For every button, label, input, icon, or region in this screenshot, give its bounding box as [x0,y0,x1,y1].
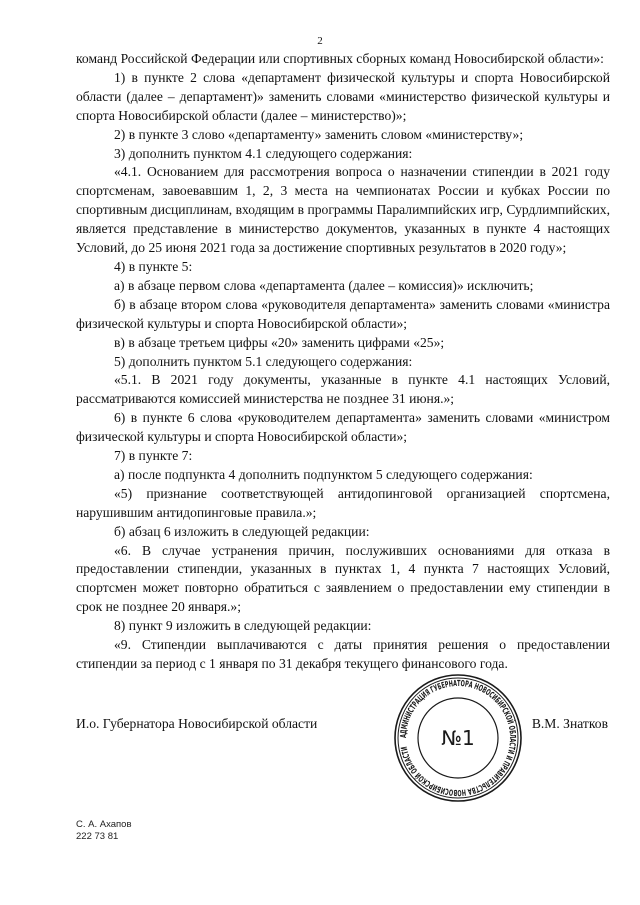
paragraph: «9. Стипендии выплачиваются с даты принятия решения о предоставлении стипендии за период с 1 января по 31 декабря текущего финансового года. [76,637,610,671]
paragraph: 7) в пункте 7: [114,448,193,464]
official-seal-stamp [392,672,524,804]
paragraph: «4.1. Основанием для рассмотрения вопроса о назначении стипендии в 2021 году спортсменам, завоевавшим 1, 2, 3 места на чемпионатах России и кубках России по спортивным дисциплинам, входящим в программы Паралимпийских игр, Сурдлимпийских, является представление в министерство документов, указанных в пункте 4 настоящих Условий, до 25 июня 2021 года за достижение спортивных результатов в 2020 году»; [76,164,610,256]
paragraph: «5.1. В 2021 году документы, указанные в пункте 4.1 настоящих Условий, рассматриваются комиссией министерства не позднее 31 июня.»; [76,372,610,407]
paragraph: команд Российской Федерации или спортивных сборных команд Новосибирской области»: [76,51,604,66]
paragraph: 3) дополнить пунктом 4.1 следующего содержания: [114,145,413,161]
paragraph: 8) пункт 9 изложить в следующей редакции: [114,618,372,634]
paragraph: а) в абзаце первом слова «департамента (далее – комиссия)» исключить; [114,277,534,293]
stamp-center-text: №1 [441,726,475,750]
signatory-name: В.М. Знатков [531,716,608,731]
paragraph: 1) в пункте 2 слова «департамент физической культуры и спорта Новосибирской области (далее – департамент)» заменить словами «министерство физической культуры и спорта Новосибирской области (далее – министерство)»; [76,69,610,123]
paragraph: в) в абзаце третьем цифры «20» заменить цифрами «25»; [114,334,445,350]
paragraph: 2) в пункте 3 слово «департаменту» заменить словом «министерству»; [114,126,524,142]
executor-name: С. А. Ахапов [76,819,132,830]
paragraph: а) после подпункта 4 дополнить подпунктом 5 следующего содержания: [114,466,533,482]
paragraph: «5) признание соответствующей антидопинговой организацией спортсмена, нарушившим антидопинговые правила.»; [76,485,610,520]
executor-phone: 222 73 81 [76,831,119,842]
paragraph: б) в абзаце втором слова «руководителя департамента» заменить словами «министра физической культуры и спорта Новосибирской области»; [76,296,610,331]
executor-info [76,819,132,843]
paragraph: б) абзац 6 изложить в следующей редакции: [114,523,370,539]
signatory-position: И.о. Губернатора Новосибирской области [76,716,318,731]
document-body [76,50,610,674]
paragraph: 4) в пункте 5: [114,258,193,274]
page-number: 2 [317,35,323,47]
paragraph: 5) дополнить пунктом 5.1 следующего содержания: [114,353,413,369]
paragraph: «6. В случае устранения причин, послуживших основаниями для отказа в предоставлении стипендии, указанных в пунктах 1, 4 пункта 7 настоящих Условий, спортсмен может повторно обратиться с заявлением о предоставлении ему стипендии в срок не позднее 20 января.»; [76,542,610,615]
stamp-outer-text: АДМИНИСТРАЦИЯ ГУБЕРНАТОРА НОВОСИБИРСКОЙ ОБЛАСТИ И ПРАВИТЕЛЬСТВА НОВОСИБИРСКОЙ ОБЛАСТИ [397,677,519,799]
paragraph: 6) в пункте 6 слова «руководителем департамента» заменить словами «министром физической культуры и спорта Новосибирской области»; [76,410,610,445]
